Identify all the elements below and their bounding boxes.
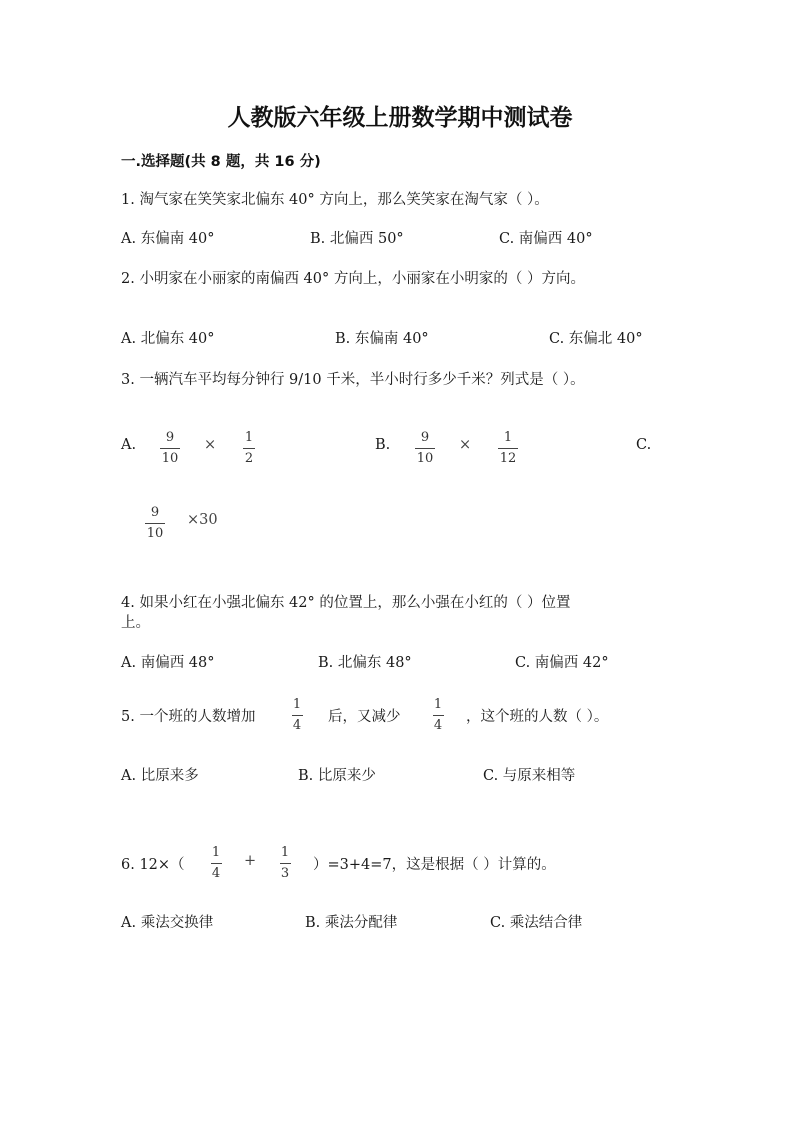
q1-option-c[interactable]: C. 南偏西 40° bbox=[499, 231, 593, 247]
q6-option-a[interactable]: A. 乘法交换律 bbox=[121, 915, 214, 931]
q3-b-operator: × bbox=[459, 437, 472, 453]
q5-option-a[interactable]: A. 比原来多 bbox=[121, 768, 199, 784]
question-6-suffix: ）=3+4=7，这是根据（ ）计算的。 bbox=[313, 857, 556, 873]
q5-option-c[interactable]: C. 与原来相等 bbox=[483, 768, 576, 784]
section-heading: 一.选择题(共 8 题，共 16 分) bbox=[121, 154, 321, 170]
q6-option-b[interactable]: B. 乘法分配律 bbox=[305, 915, 398, 931]
q3-c-fraction: 9 10 bbox=[146, 505, 164, 541]
q4-option-a[interactable]: A. 南偏西 48° bbox=[121, 655, 215, 671]
q6-operator: + bbox=[244, 853, 257, 869]
q3-option-b[interactable]: B. bbox=[375, 437, 391, 453]
question-5-suffix: ，这个班的人数（ ）。 bbox=[466, 709, 609, 725]
q3-option-c[interactable]: C. bbox=[636, 437, 652, 453]
q3-a-operator: × bbox=[204, 437, 217, 453]
q3-b-fraction-2: 1 12 bbox=[499, 430, 517, 466]
question-2: 2. 小明家在小丽家的南偏西 40° 方向上，小丽家在小明家的（ ）方向。 bbox=[121, 271, 585, 287]
q5-fraction-1: 1 4 bbox=[292, 697, 302, 733]
q1-option-b[interactable]: B. 北偏西 50° bbox=[310, 231, 404, 247]
q3-c-tail: ×30 bbox=[187, 512, 218, 528]
q6-fraction-1: 1 4 bbox=[211, 845, 221, 881]
question-6-prefix: 6. 12×（ bbox=[121, 857, 185, 873]
q2-option-b[interactable]: B. 东偏南 40° bbox=[335, 331, 429, 347]
q4-option-c[interactable]: C. 南偏西 42° bbox=[515, 655, 609, 671]
q5-fraction-2: 1 4 bbox=[433, 697, 443, 733]
q3-b-fraction-1: 9 10 bbox=[416, 430, 434, 466]
q2-option-c[interactable]: C. 东偏北 40° bbox=[549, 331, 643, 347]
question-5-middle: 后，又减少 bbox=[328, 709, 401, 725]
q6-fraction-2: 1 3 bbox=[280, 845, 290, 881]
question-1: 1. 淘气家在笑笑家北偏东 40° 方向上，那么笑笑家在淘气家（ ）。 bbox=[121, 192, 549, 208]
q2-option-a[interactable]: A. 北偏东 40° bbox=[121, 331, 215, 347]
q3-option-a[interactable]: A. bbox=[121, 437, 137, 453]
q6-option-c[interactable]: C. 乘法结合律 bbox=[490, 915, 583, 931]
question-3: 3. 一辆汽车平均每分钟行 9/10 千米，半小时行多少千米？列式是（ ）。 bbox=[121, 372, 585, 388]
question-5-prefix: 5. 一个班的人数增加 bbox=[121, 709, 256, 725]
q3-a-fraction-2: 1 2 bbox=[244, 430, 254, 466]
page-title: 人教版六年级上册数学期中测试卷 bbox=[227, 105, 573, 131]
question-4-line-1: 4. 如果小红在小强北偏东 42° 的位置上，那么小强在小红的（ ）位置 bbox=[121, 595, 571, 611]
q1-option-a[interactable]: A. 东偏南 40° bbox=[121, 231, 215, 247]
q4-option-b[interactable]: B. 北偏东 48° bbox=[318, 655, 412, 671]
question-4-line-2: 上。 bbox=[121, 615, 150, 631]
q3-a-fraction-1: 9 10 bbox=[161, 430, 179, 466]
q5-option-b[interactable]: B. 比原来少 bbox=[298, 768, 376, 784]
